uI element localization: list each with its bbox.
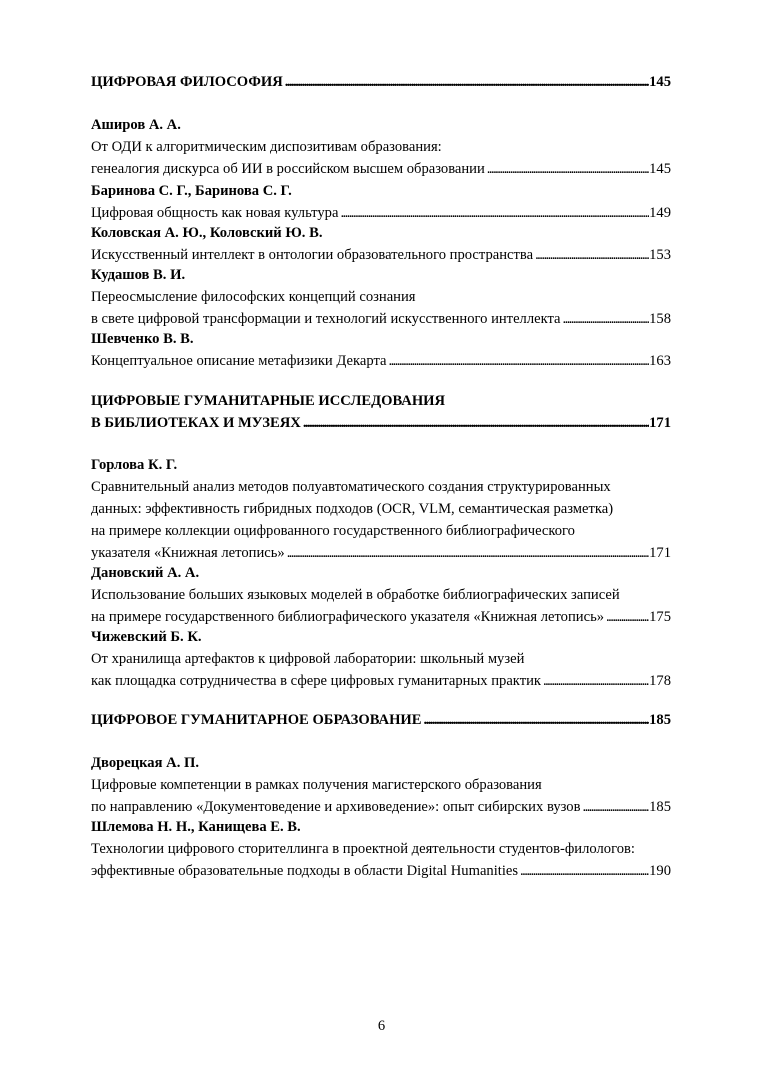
entry-authors: Горлова К. Г. <box>91 457 178 473</box>
entry-title-line: Технологии цифрового сторителлинга в проектной деятельности студентов-филологов: <box>91 841 635 857</box>
toc-entry[interactable]: Искусственный интеллект в онтологии образовательного пространства . . . 153 <box>91 244 671 266</box>
section-heading[interactable]: В БИБЛИОТЕКАХ И МУЗЕЯХ . . . 171 <box>91 412 671 434</box>
entry-authors: Баринова С. Г., Баринова С. Г. <box>91 183 292 199</box>
entry-title-line: От ОДИ к алгоритмическим диспозитивам образования: <box>91 139 442 155</box>
entry-authors: Шевченко В. В. <box>91 331 194 347</box>
entry-title-line: Сравнительный анализ методов полуавтоматического создания структурированных <box>91 479 611 495</box>
toc-entry[interactable]: в свете цифровой трансформации и технологий искусственного интеллекта . . . 158 <box>91 308 671 330</box>
entry-authors: Дворецкая А. П. <box>91 755 199 771</box>
entry-title-line: данных: эффективность гибридных подходов (OCR, VLM, семантическая разметка) <box>91 501 614 517</box>
entry-authors: Дановский А. А. <box>91 565 200 581</box>
toc-entry[interactable]: эффективные образовательные подходы в области Digital Humanities . . . 190 <box>91 860 671 882</box>
section-heading-line: ЦИФРОВЫЕ ГУМАНИТАРНЫЕ ИССЛЕДОВАНИЯ <box>91 393 446 409</box>
entry-authors: Аширов А. А. <box>91 117 181 133</box>
entry-authors: Коловская А. Ю., Коловский Ю. В. <box>91 225 323 241</box>
toc-entry[interactable]: указателя «Книжная летопись» . . . 171 <box>91 542 671 564</box>
toc-entry[interactable]: Концептуальное описание метафизики Декарта . . . 163 <box>91 350 671 372</box>
page-number: 6 <box>377 1018 386 1034</box>
entry-title-line: Цифровые компетенции в рамках получения магистерского образования <box>91 777 542 793</box>
entry-title-line: на примере коллекции оцифрованного государственного библиографического <box>91 523 575 539</box>
entry-authors: Кудашов В. И. <box>91 267 186 283</box>
toc-entry[interactable]: как площадка сотрудничества в сфере цифровых гуманитарных практик . . . 178 <box>91 670 671 692</box>
section-heading[interactable]: ЦИФРОВОЕ ГУМАНИТАРНОЕ ОБРАЗОВАНИЕ . . . 185 <box>91 709 671 731</box>
toc-entry[interactable]: Цифровая общность как новая культура . . . 149 <box>91 202 671 224</box>
entry-title-line: Переосмысление философских концепций сознания <box>91 289 416 305</box>
toc-entry[interactable]: по направлению «Документоведение и архивоведение»: опыт сибирских вузов . . . 185 <box>91 796 671 818</box>
toc-entry[interactable]: генеалогия дискурса об ИИ в российском высшем образовании . . . 145 <box>91 158 671 180</box>
toc-entry[interactable]: на примере государственного библиографического указателя «Книжная летопись» . . . 175 <box>91 606 671 628</box>
entry-authors: Шлемова Н. Н., Канищева Е. В. <box>91 819 301 835</box>
entry-title-line: От хранилища артефактов к цифровой лаборатории: школьный музей <box>91 651 525 667</box>
entry-title-line: Использование больших языковых моделей в обработке библиографических записей <box>91 587 620 603</box>
entry-authors: Чижевский Б. К. <box>91 629 202 645</box>
section-heading[interactable]: ЦИФРОВАЯ ФИЛОСОФИЯ . . . 145 <box>91 71 671 93</box>
